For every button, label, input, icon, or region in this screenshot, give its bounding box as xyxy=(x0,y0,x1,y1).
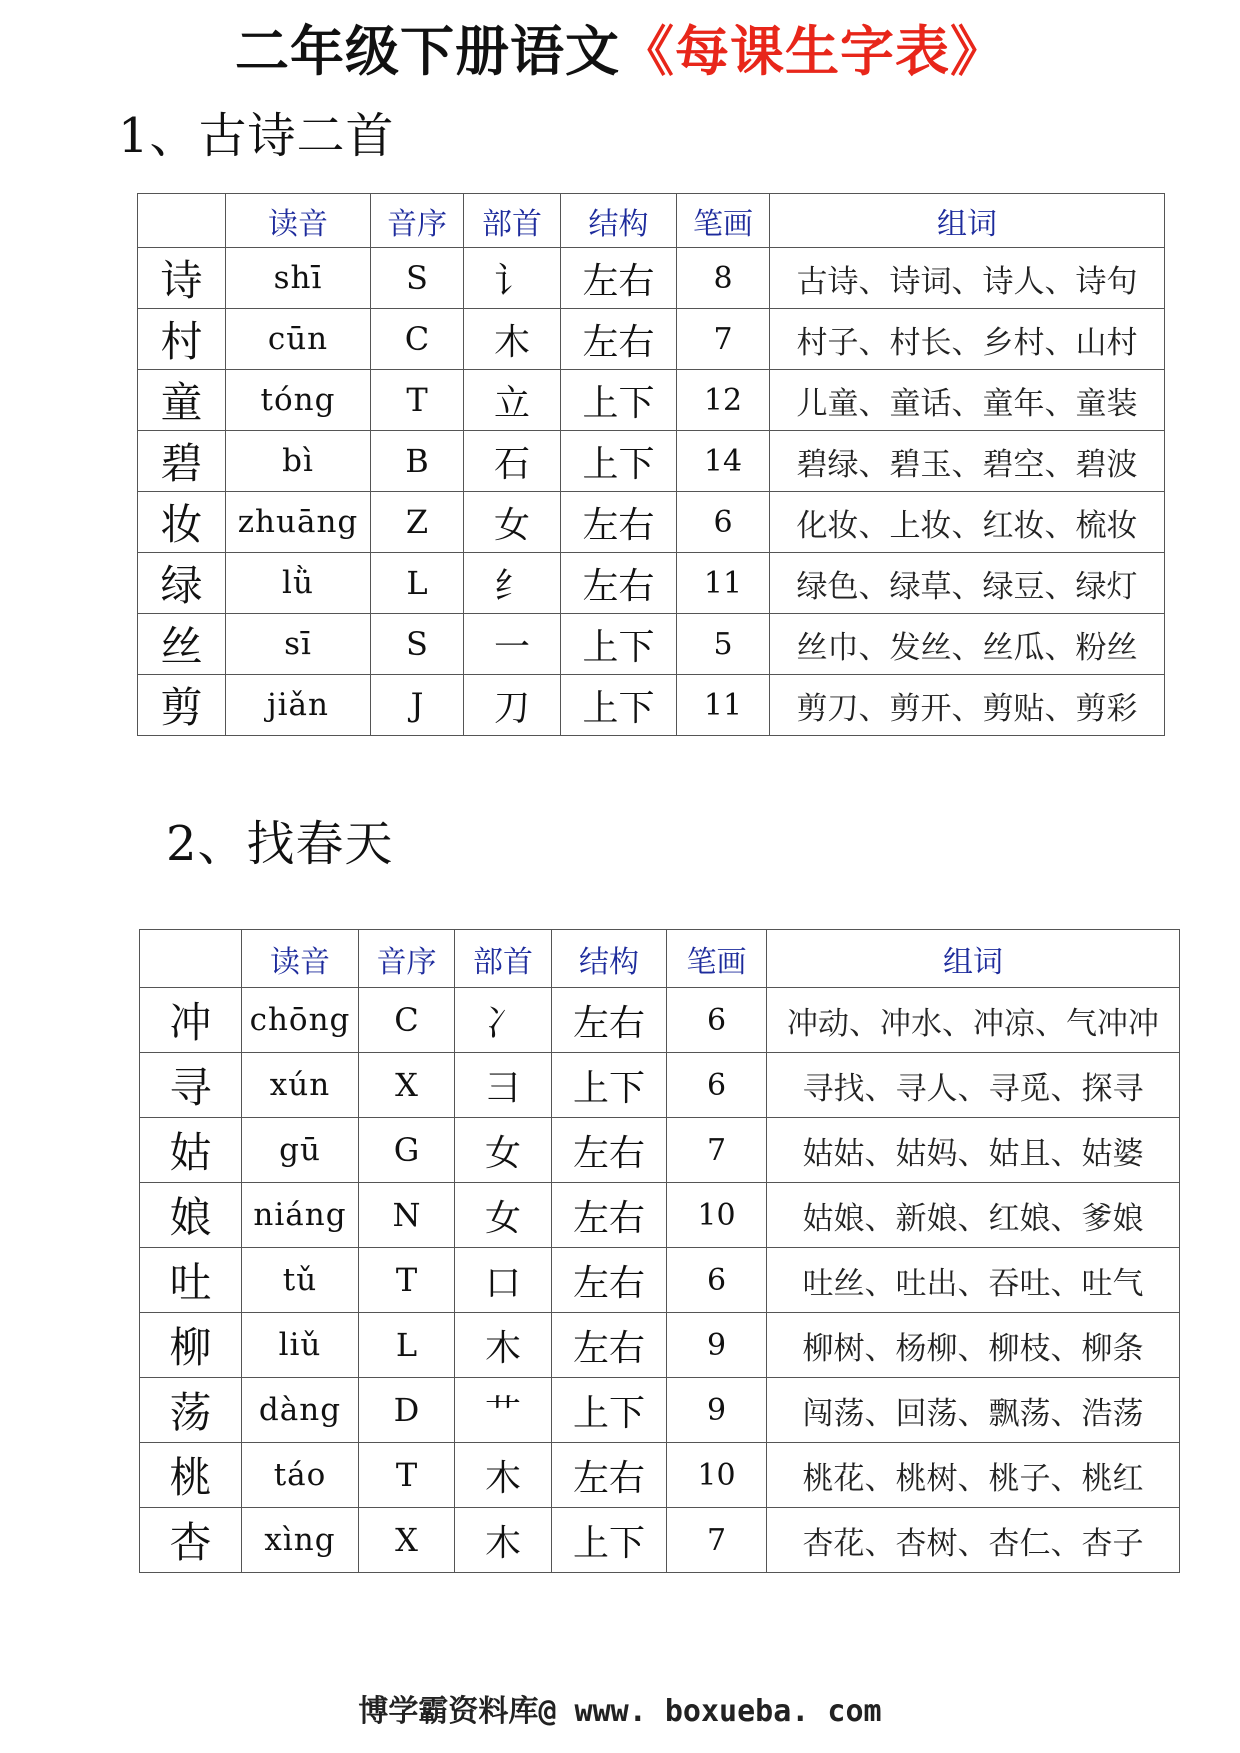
cell-radical: 冫 xyxy=(455,988,552,1053)
cell-radical: 女 xyxy=(455,1183,552,1248)
footer-watermark: 博学霸资料库@ www. boxueba. com xyxy=(358,1694,882,1729)
cell-strokes: 6 xyxy=(677,492,770,553)
section-heading-1: 1、古诗二首 xyxy=(118,108,395,164)
cell-radical: 石 xyxy=(464,431,561,492)
section-heading-2: 2、找春天 xyxy=(166,816,394,872)
cell-pinyin: táo xyxy=(242,1443,359,1508)
header-index: 音序 xyxy=(359,930,455,988)
cell-pinyin: niáng xyxy=(242,1183,359,1248)
cell-strokes: 6 xyxy=(667,1053,767,1118)
cell-pinyin: cūn xyxy=(226,309,371,370)
cell-character: 绿 xyxy=(138,553,226,614)
page-title xyxy=(0,12,1240,92)
cell-strokes: 7 xyxy=(677,309,770,370)
cell-index-letter: L xyxy=(371,553,464,614)
table-row xyxy=(138,370,1165,431)
cell-character: 姑 xyxy=(140,1118,242,1183)
cell-character: 寻 xyxy=(140,1053,242,1118)
header-words: 组词 xyxy=(770,194,1165,248)
header-words: 组词 xyxy=(767,930,1180,988)
table-row xyxy=(138,431,1165,492)
character-table-1 xyxy=(137,193,1165,736)
cell-structure: 左右 xyxy=(552,988,667,1053)
cell-pinyin: tóng xyxy=(226,370,371,431)
cell-character: 桃 xyxy=(140,1443,242,1508)
cell-strokes: 11 xyxy=(677,553,770,614)
header-strokes: 笔画 xyxy=(667,930,767,988)
cell-radical: 刀 xyxy=(464,675,561,736)
cell-structure: 上下 xyxy=(561,614,677,675)
cell-radical: 女 xyxy=(464,492,561,553)
table-row xyxy=(138,614,1165,675)
cell-index-letter: J xyxy=(371,675,464,736)
table-row xyxy=(140,1248,1180,1313)
cell-character: 童 xyxy=(138,370,226,431)
cell-words: 姑姑、姑妈、姑且、姑婆 xyxy=(767,1118,1180,1183)
header-structure: 结构 xyxy=(552,930,667,988)
table-row xyxy=(138,309,1165,370)
cell-structure: 上下 xyxy=(561,370,677,431)
cell-words: 碧绿、碧玉、碧空、碧波 xyxy=(770,431,1165,492)
cell-character: 妆 xyxy=(138,492,226,553)
cell-radical: 木 xyxy=(464,309,561,370)
header-char xyxy=(140,930,242,988)
cell-words: 绿色、绿草、绿豆、绿灯 xyxy=(770,553,1165,614)
cell-index-letter: T xyxy=(359,1248,455,1313)
header-pinyin: 读音 xyxy=(242,930,359,988)
cell-words: 柳树、杨柳、柳枝、柳条 xyxy=(767,1313,1180,1378)
table-header-row xyxy=(140,930,1180,988)
cell-index-letter: C xyxy=(371,309,464,370)
cell-radical: 口 xyxy=(455,1248,552,1313)
character-table-2 xyxy=(139,929,1180,1573)
cell-character: 剪 xyxy=(138,675,226,736)
cell-radical: 木 xyxy=(455,1313,552,1378)
cell-index-letter: G xyxy=(359,1118,455,1183)
table-row xyxy=(140,1443,1180,1508)
cell-character: 吐 xyxy=(140,1248,242,1313)
cell-words: 寻找、寻人、寻觅、探寻 xyxy=(767,1053,1180,1118)
cell-pinyin: xún xyxy=(242,1053,359,1118)
cell-radical: 女 xyxy=(455,1118,552,1183)
cell-character: 村 xyxy=(138,309,226,370)
cell-radical: 艹 xyxy=(455,1378,552,1443)
cell-strokes: 6 xyxy=(667,1248,767,1313)
cell-radical: 立 xyxy=(464,370,561,431)
cell-strokes: 12 xyxy=(677,370,770,431)
cell-radical: 木 xyxy=(455,1443,552,1508)
cell-structure: 左右 xyxy=(552,1443,667,1508)
header-index: 音序 xyxy=(371,194,464,248)
cell-structure: 左右 xyxy=(552,1118,667,1183)
table-row xyxy=(140,1118,1180,1183)
cell-character: 杏 xyxy=(140,1508,242,1573)
cell-pinyin: xìng xyxy=(242,1508,359,1573)
cell-strokes: 9 xyxy=(667,1313,767,1378)
cell-structure: 上下 xyxy=(552,1378,667,1443)
cell-structure: 上下 xyxy=(552,1053,667,1118)
table-row xyxy=(140,1183,1180,1248)
cell-pinyin: dàng xyxy=(242,1378,359,1443)
cell-character: 娘 xyxy=(140,1183,242,1248)
cell-index-letter: Z xyxy=(371,492,464,553)
cell-index-letter: B xyxy=(371,431,464,492)
table-row xyxy=(140,1053,1180,1118)
cell-pinyin: lǜ xyxy=(226,553,371,614)
cell-words: 冲动、冲水、冲凉、气冲冲 xyxy=(767,988,1180,1053)
cell-index-letter: C xyxy=(359,988,455,1053)
cell-words: 闯荡、回荡、飘荡、浩荡 xyxy=(767,1378,1180,1443)
table-row xyxy=(140,988,1180,1053)
header-strokes: 笔画 xyxy=(677,194,770,248)
cell-pinyin: liǔ xyxy=(242,1313,359,1378)
cell-words: 儿童、童话、童年、童装 xyxy=(770,370,1165,431)
cell-words: 化妆、上妆、红妆、梳妆 xyxy=(770,492,1165,553)
table-row xyxy=(140,1508,1180,1573)
cell-character: 冲 xyxy=(140,988,242,1053)
cell-character: 柳 xyxy=(140,1313,242,1378)
cell-pinyin: gū xyxy=(242,1118,359,1183)
cell-pinyin: bì xyxy=(226,431,371,492)
cell-index-letter: T xyxy=(371,370,464,431)
cell-strokes: 6 xyxy=(667,988,767,1053)
cell-words: 剪刀、剪开、剪贴、剪彩 xyxy=(770,675,1165,736)
table-row xyxy=(138,248,1165,309)
cell-structure: 左右 xyxy=(552,1313,667,1378)
table-row xyxy=(138,492,1165,553)
cell-words: 丝巾、发丝、丝瓜、粉丝 xyxy=(770,614,1165,675)
cell-structure: 上下 xyxy=(561,431,677,492)
cell-radical: 一 xyxy=(464,614,561,675)
cell-index-letter: L xyxy=(359,1313,455,1378)
cell-strokes: 5 xyxy=(677,614,770,675)
cell-structure: 上下 xyxy=(561,675,677,736)
header-pinyin: 读音 xyxy=(226,194,371,248)
cell-strokes: 7 xyxy=(667,1118,767,1183)
cell-strokes: 10 xyxy=(667,1443,767,1508)
title-main: 二年级下册语文 xyxy=(235,20,620,83)
cell-character: 碧 xyxy=(138,431,226,492)
header-structure: 结构 xyxy=(561,194,677,248)
cell-words: 吐丝、吐出、吞吐、吐气 xyxy=(767,1248,1180,1313)
table-row xyxy=(138,675,1165,736)
cell-index-letter: T xyxy=(359,1443,455,1508)
header-radical: 部首 xyxy=(455,930,552,988)
cell-index-letter: S xyxy=(371,614,464,675)
cell-pinyin: jiǎn xyxy=(226,675,371,736)
cell-strokes: 8 xyxy=(677,248,770,309)
cell-pinyin: shī xyxy=(226,248,371,309)
cell-index-letter: N xyxy=(359,1183,455,1248)
cell-character: 荡 xyxy=(140,1378,242,1443)
cell-index-letter: S xyxy=(371,248,464,309)
cell-character: 丝 xyxy=(138,614,226,675)
cell-structure: 左右 xyxy=(561,553,677,614)
table-row xyxy=(140,1313,1180,1378)
cell-pinyin: sī xyxy=(226,614,371,675)
cell-pinyin: zhuāng xyxy=(226,492,371,553)
cell-structure: 左右 xyxy=(561,309,677,370)
cell-words: 村子、村长、乡村、山村 xyxy=(770,309,1165,370)
table-header-row xyxy=(138,194,1165,248)
cell-radical: 讠 xyxy=(464,248,561,309)
header-char xyxy=(138,194,226,248)
cell-structure: 左右 xyxy=(552,1248,667,1313)
cell-radical: 纟 xyxy=(464,553,561,614)
cell-strokes: 14 xyxy=(677,431,770,492)
cell-radical: 木 xyxy=(455,1508,552,1573)
cell-structure: 上下 xyxy=(552,1508,667,1573)
cell-words: 桃花、桃树、桃子、桃红 xyxy=(767,1443,1180,1508)
cell-words: 古诗、诗词、诗人、诗句 xyxy=(770,248,1165,309)
cell-character: 诗 xyxy=(138,248,226,309)
cell-index-letter: X xyxy=(359,1053,455,1118)
cell-strokes: 11 xyxy=(677,675,770,736)
cell-strokes: 9 xyxy=(667,1378,767,1443)
cell-strokes: 10 xyxy=(667,1183,767,1248)
header-radical: 部首 xyxy=(464,194,561,248)
cell-radical: 彐 xyxy=(455,1053,552,1118)
cell-index-letter: D xyxy=(359,1378,455,1443)
cell-structure: 左右 xyxy=(561,248,677,309)
cell-strokes: 7 xyxy=(667,1508,767,1573)
cell-structure: 左右 xyxy=(552,1183,667,1248)
cell-pinyin: chōng xyxy=(242,988,359,1053)
table-row xyxy=(138,553,1165,614)
cell-pinyin: tǔ xyxy=(242,1248,359,1313)
title-accent: 《每课生字表》 xyxy=(620,20,1005,83)
table-row xyxy=(140,1378,1180,1443)
cell-structure: 左右 xyxy=(561,492,677,553)
cell-words: 姑娘、新娘、红娘、爹娘 xyxy=(767,1183,1180,1248)
cell-words: 杏花、杏树、杏仁、杏子 xyxy=(767,1508,1180,1573)
cell-index-letter: X xyxy=(359,1508,455,1573)
